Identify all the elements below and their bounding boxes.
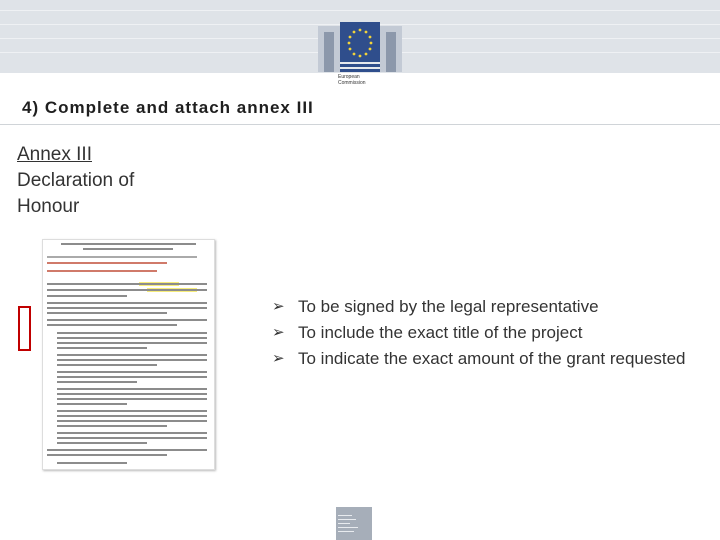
- list-item: ➢ To indicate the exact amount of the grant requested: [272, 349, 686, 368]
- header-band: [0, 0, 720, 73]
- arrow-bullet-icon: ➢: [272, 298, 285, 315]
- annex-heading: [17, 142, 134, 220]
- footer-logo: [336, 507, 372, 540]
- brand-name: European Commission: [338, 74, 366, 86]
- declaration-document-thumbnail: [42, 239, 215, 470]
- slide-title: 4) Complete and attach annex III: [22, 98, 314, 117]
- divider: [0, 124, 720, 125]
- arrow-bullet-icon: ➢: [272, 350, 285, 367]
- list-item: ➢ To include the exact title of the project: [272, 323, 583, 342]
- annex-subtitle-line2: Honour: [17, 196, 80, 217]
- annex-link[interactable]: Annex III: [17, 144, 92, 165]
- european-commission-logo: [318, 18, 402, 72]
- list-item: ➢ To be signed by the legal representative: [272, 297, 599, 316]
- annex-subtitle-line1: Declaration of: [17, 170, 135, 191]
- arrow-bullet-icon: ➢: [272, 324, 285, 341]
- requirements-list: [272, 296, 712, 374]
- red-box-icon: [18, 306, 31, 351]
